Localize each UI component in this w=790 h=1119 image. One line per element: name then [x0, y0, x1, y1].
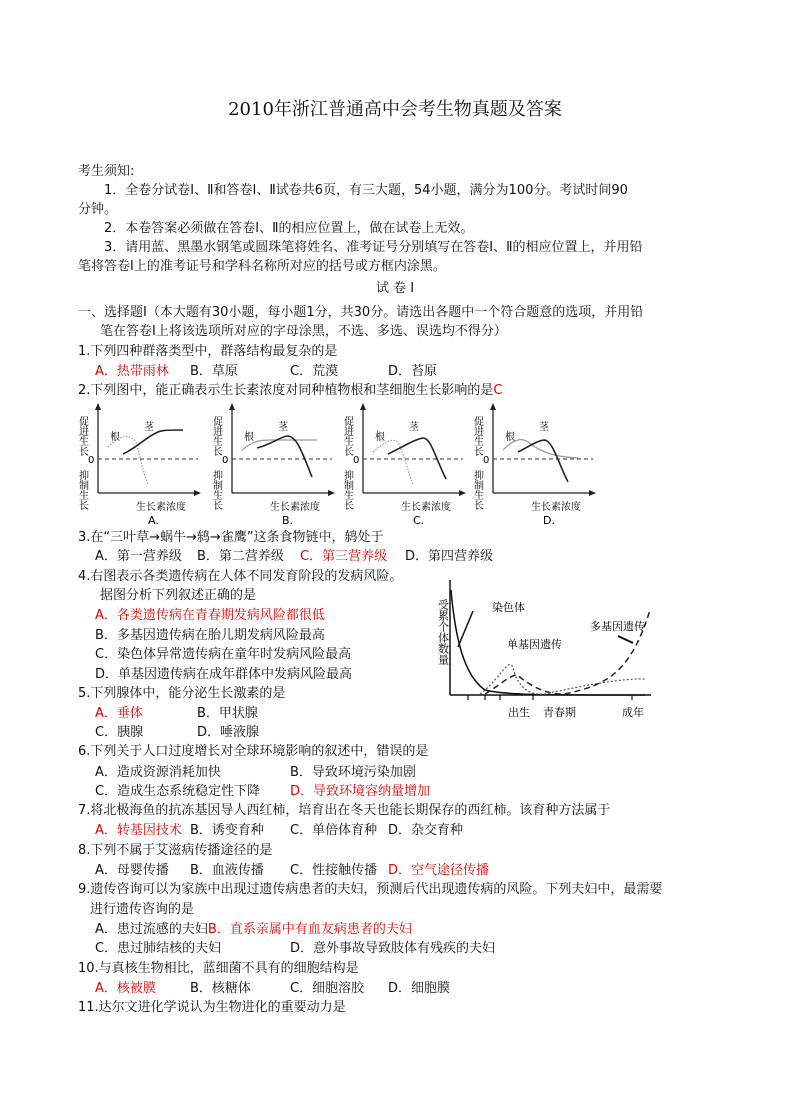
q4-option-b: B．多基因遗传病在胎儿期发病风险最高	[95, 628, 325, 643]
section-instructions-cont: 笔在答卷Ⅰ上将该选项所对应的字母涂黑，不选、多选、误选均不得分）	[100, 324, 507, 339]
x-label: 生长素浓度	[401, 502, 451, 513]
q7-option-b: B．诱变育种	[190, 823, 264, 838]
q8-option-b: B．血液传播	[190, 863, 264, 878]
label-single-gene: 单基因遗传	[507, 638, 562, 651]
q3-option-c: C．第三营养级	[300, 549, 388, 564]
q9-option-b: B．直系亲属中有血友病患者的夫妇	[207, 922, 412, 937]
q9-stem: 9.遗传咨询可以为家族中出现过遗传病患者的夫妇，预测后代出现遗传病的风险。下列夫妇中，最需要	[78, 882, 663, 897]
y-label-inhibit: 抑制生长	[76, 470, 88, 510]
q10-option-c: C．细胞溶胶	[290, 981, 365, 996]
q7-option-d: D．杂交育种	[388, 823, 464, 838]
y-label-inhibit: 抑制生长	[341, 470, 353, 510]
notice-1: 1．全卷分试卷Ⅰ、Ⅱ和答卷Ⅰ、Ⅱ试卷共6页，有三大题，54小题，满分为100分。考试时间90	[104, 183, 628, 198]
q4-option-d: D．单基因遗传病在成年群体中发病风险最高	[95, 667, 353, 682]
q5-option-d: D．唾液腺	[197, 725, 260, 740]
section-title: 试 卷 Ⅰ	[375, 281, 415, 296]
q3-option-a: A．第一营养级	[95, 549, 182, 564]
graph-option-label: A.	[148, 514, 159, 527]
q7-stem: 7.将北极海鱼的抗冻基因导人西红柿，培育出在冬天也能长期保存的西红柿。该育种方法属于	[78, 803, 611, 818]
y-label-inhibit: 抑制生长	[210, 470, 222, 510]
root-label: 根	[375, 432, 385, 443]
graph-option-label: B.	[282, 514, 294, 527]
root-label: 根	[505, 432, 515, 443]
q5-option-a: A．垂体	[95, 706, 143, 721]
y-label-promote: 促进生长	[341, 416, 353, 456]
auxin-graph-1	[212, 402, 337, 530]
q6-option-c: C．造成生态系统稳定性下降	[95, 784, 261, 799]
chart-y-label: 受累个体数量	[436, 599, 450, 665]
q4-stem-cont: 据图分析下列叙述正确的是	[100, 588, 257, 603]
q9-options-ab	[95, 921, 412, 939]
stem-curve	[123, 430, 183, 454]
q3-stem: 3.在“三叶草→蜗牛→鸫→雀鹰”这条食物链中，鸫处于	[78, 530, 384, 545]
x-tick-adult: 成年	[622, 706, 644, 719]
q2-stem	[78, 382, 502, 400]
q4-option-a: A．各类遗传病在青春期发病风险都很低	[95, 608, 325, 623]
q10-stem: 10.与真核生物相比，蓝细菌不具有的细胞结构是	[78, 961, 359, 976]
q1-option-c: C．荒漠	[290, 364, 339, 379]
stem-label: 茎	[409, 422, 419, 433]
q4-stem: 4.右图表示各类遗传病在人体不同发育阶段的发病风险。	[78, 569, 403, 584]
q10-option-d: D．细胞膜	[388, 981, 451, 996]
auxin-graph-0	[78, 402, 203, 530]
q9-option-d: D．意外事故导致肢体有残疾的夫妇	[290, 941, 496, 956]
q6-stem: 6.下列关于人口过度增长对全球环境影响的叙述中，错误的是	[78, 744, 429, 759]
root-curve	[108, 437, 148, 484]
graph-option-label: C.	[413, 514, 425, 527]
notice-1-cont: 分钟。	[78, 202, 118, 217]
q5-option-b: B．甲状腺	[197, 706, 258, 721]
graph-option-label: D.	[543, 514, 555, 527]
q1-option-b: B．草原	[190, 364, 238, 379]
q9-option-a: A．患过流感的夫妇	[95, 922, 208, 937]
q9-stem-cont: 进行遗传咨询的是	[90, 902, 195, 917]
q6-option-b: B．导致环境污染加剧	[290, 765, 416, 780]
page-title: 2010年浙江普通高中会考生物真题及答案	[228, 99, 562, 120]
q6-option-d: D．导致环境容纳量增加	[290, 784, 431, 799]
q1-option-d: D．苔原	[388, 364, 438, 379]
y-label-promote: 促进生长	[210, 416, 222, 456]
q5-option-c: C．胰腺	[95, 725, 144, 740]
q2-stem-text: 2.下列图中，能正确表示生长素浓度对同种植物根和茎细胞生长影响的是	[78, 383, 494, 398]
q2-graphs	[78, 402, 598, 530]
notice-3: 3．请用蓝、黑墨水钢笔或圆珠笔将姓名、准考证号分别填写在答卷Ⅰ、Ⅱ的相应位置上，并用铅	[104, 240, 643, 255]
notice-heading: 考生须知:	[78, 164, 135, 179]
q11-stem: 11.达尔文进化学说认为生物进化的重要动力是	[78, 1000, 346, 1015]
stem-label: 茎	[278, 422, 288, 433]
section-instructions: 一、选择题Ⅰ（本大题有30小题，每小题1分，共30分。请选出各题中一个符合题意的选项，并用铅	[78, 305, 644, 320]
auxin-graph-3	[473, 402, 598, 530]
x-label: 生长素浓度	[136, 502, 186, 513]
root-label: 根	[110, 432, 120, 443]
x-tick-birth: 出生	[508, 706, 530, 719]
q4-risk-chart	[385, 575, 685, 735]
q6-option-a: A．造成资源消耗加快	[95, 765, 221, 780]
q7-option-c: C．单倍体育种	[290, 823, 378, 838]
q8-option-a: A．母婴传播	[95, 863, 169, 878]
q3-option-d: D．第四营养级	[405, 549, 494, 564]
stem-label: 茎	[539, 422, 549, 433]
q10-option-a: A．核被膜	[95, 981, 156, 996]
zero-label: 0	[88, 455, 95, 466]
q1-stem: 1.下列四种群落类型中，群落结构最复杂的是	[78, 344, 338, 359]
y-label-promote: 促进生长	[76, 416, 88, 456]
x-label: 生长素浓度	[270, 502, 320, 513]
stem-curve	[518, 440, 568, 482]
q8-stem: 8.下列不属于艾滋病传播途径的是	[78, 843, 273, 858]
y-label-inhibit: 抑制生长	[471, 470, 483, 510]
q8-option-d: D．空气途径传播	[388, 863, 490, 878]
root-curve	[373, 440, 413, 484]
q4-option-c: C．染色体异常遗传病在童年时发病风险最高	[95, 647, 352, 662]
notice-3-cont: 笔将答卷Ⅰ上的准考证号和学科名称所对应的括号或方框内涂黑。	[78, 259, 446, 274]
zero-label: 0	[222, 455, 229, 466]
q3-option-b: B．第二营养级	[197, 549, 284, 564]
q8-option-c: C．性接触传播	[290, 863, 378, 878]
q5-stem: 5.下列腺体中，能分泌生长激素的是	[78, 686, 286, 701]
q1-option-a: A．热带雨林	[95, 364, 169, 379]
root-label: 根	[244, 432, 254, 443]
y-label-promote: 促进生长	[471, 416, 483, 456]
label-multi-gene: 多基因遗传	[590, 620, 645, 633]
notice-2: 2．本卷答案必须做在答卷Ⅰ、Ⅱ的相应位置上，做在试卷上无效。	[104, 221, 474, 236]
q9-option-c: C．患过肺结核的夫妇	[95, 941, 222, 956]
label-chromosome: 染色体	[492, 601, 525, 614]
q2-answer: C	[493, 383, 503, 398]
x-tick-puberty: 青春期	[543, 706, 576, 719]
zero-label: 0	[353, 455, 360, 466]
q10-option-b: B．核糖体	[190, 981, 251, 996]
auxin-graph-2	[343, 402, 468, 530]
zero-label: 0	[483, 455, 490, 466]
q7-option-a: A．转基因技术	[95, 823, 182, 838]
stem-label: 茎	[144, 422, 154, 433]
stem-curve	[388, 438, 446, 479]
stem-curve	[257, 436, 312, 477]
x-label: 生长素浓度	[531, 502, 581, 513]
